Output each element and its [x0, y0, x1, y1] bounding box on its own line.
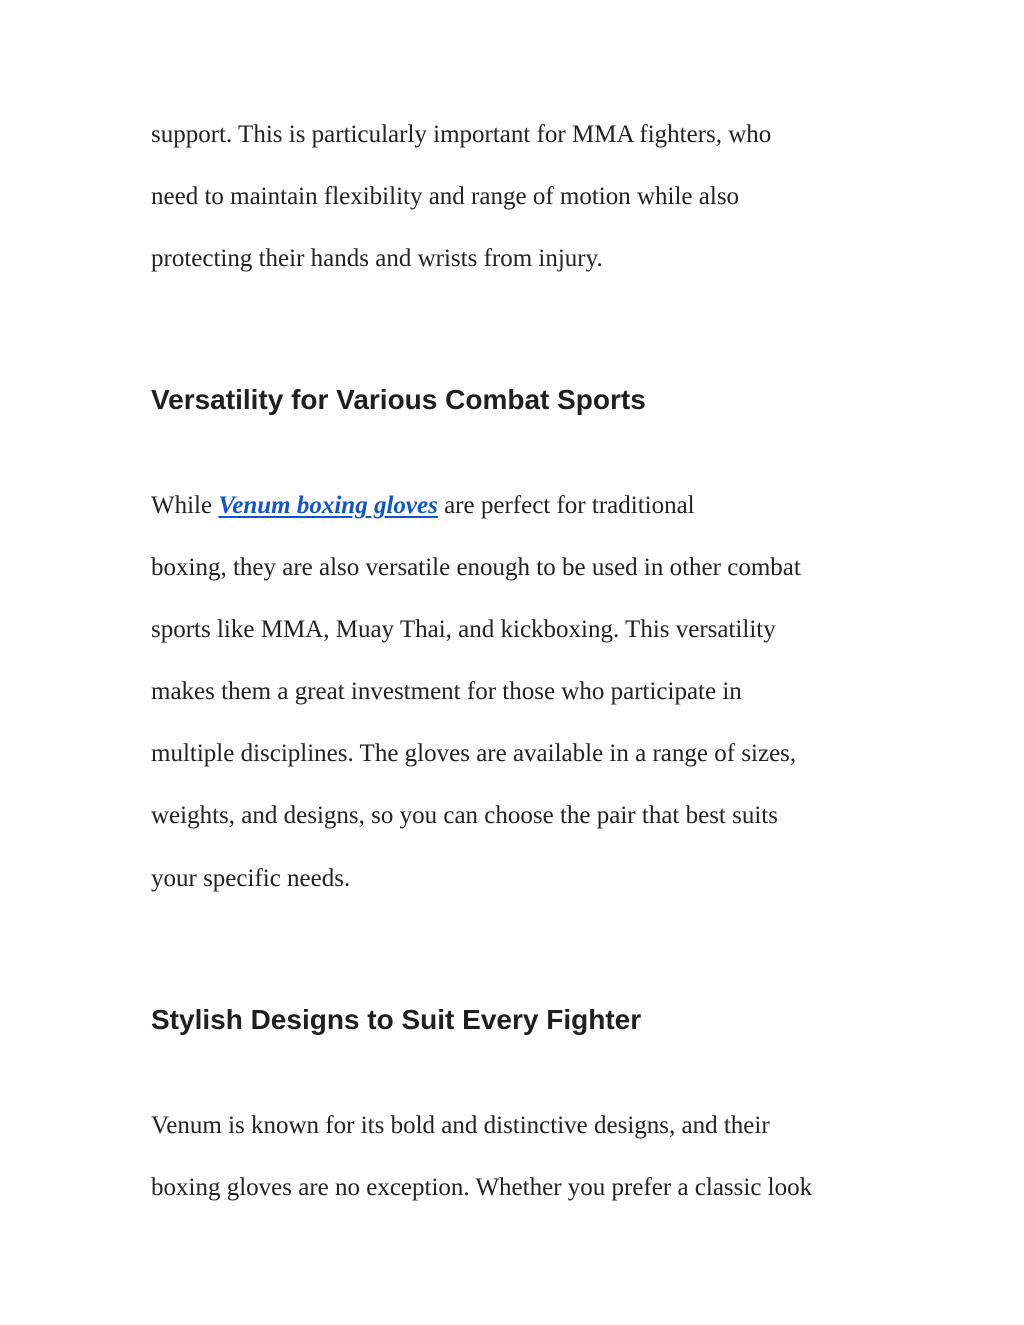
paragraph-text: While	[151, 492, 219, 519]
paragraph-line: boxing gloves are no exception. Whether you prefer a classic look	[151, 1174, 813, 1201]
paragraph-line: support. This is particularly important for MMA fighters, who	[151, 121, 772, 148]
paragraph-line: multiple disciplines. The gloves are available in a range of sizes,	[151, 740, 797, 767]
paragraph-line: sports like MMA, Muay Thai, and kickboxing. This versatility	[151, 616, 776, 643]
paragraph-line: makes them a great investment for those who participate in	[151, 678, 742, 705]
paragraph-line: boxing, they are also versatile enough to be used in other combat	[151, 554, 801, 581]
paragraph-text: are perfect for traditional	[437, 492, 695, 519]
paragraph-line: weights, and designs, so you can choose the pair that best suits	[151, 802, 778, 829]
paragraph-line: need to maintain flexibility and range of motion while also	[151, 183, 740, 210]
paragraph-line: Venum is known for its bold and distinctive designs, and their	[151, 1112, 770, 1139]
section-heading-stylish-designs: Stylish Designs to Suit Every Fighter	[151, 1004, 642, 1035]
paragraph-line: your specific needs.	[151, 865, 351, 892]
paragraph-line-with-link	[151, 491, 695, 521]
section-heading-versatility: Versatility for Various Combat Sports	[151, 384, 646, 415]
venum-boxing-gloves-link[interactable]: Venum boxing gloves	[218, 492, 438, 519]
paragraph-line: protecting their hands and wrists from injury.	[151, 245, 603, 272]
